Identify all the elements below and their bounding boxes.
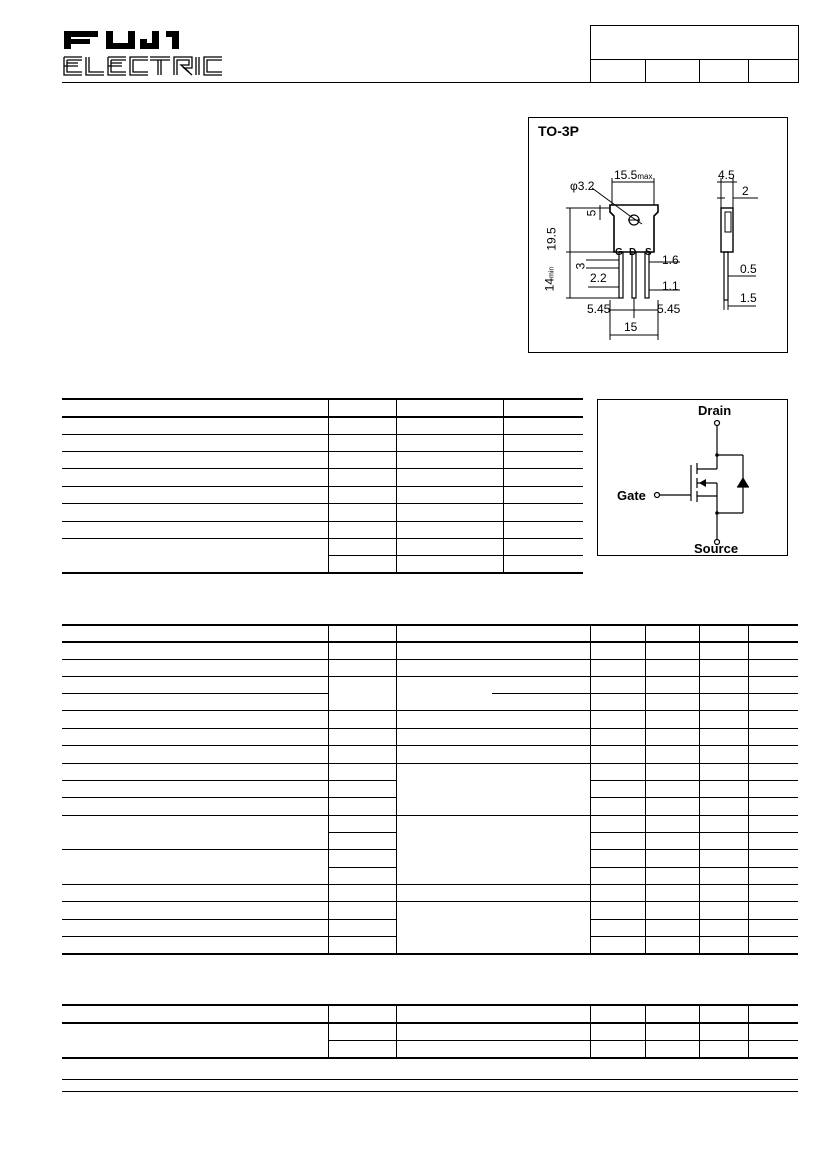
char-table-header-rule (62, 641, 798, 643)
pin-s-label: S (645, 247, 652, 258)
char-table-col (748, 624, 749, 954)
ratings-table-col (503, 398, 504, 573)
ratings-table-col (396, 398, 397, 573)
char-table-col (699, 624, 700, 954)
char-table-row (62, 693, 328, 694)
ratings-table-row (62, 468, 583, 469)
char-table-row (590, 780, 798, 781)
dim-5-45-right: 5.45 (657, 302, 681, 316)
pin-d-label: D (629, 247, 637, 258)
thermal-table-col (396, 1004, 397, 1058)
pin-g-label: G (615, 247, 623, 258)
char-table-row (62, 901, 798, 902)
ratings-table-row (62, 521, 583, 522)
char-table-row (62, 919, 396, 920)
thermal-table-col (748, 1004, 749, 1058)
part-number-box-divider (590, 59, 799, 60)
dim-width-max (614, 168, 652, 182)
dim-14-min (542, 267, 556, 292)
dim-14-value: 14 (542, 277, 557, 292)
thermal-table-row (328, 1040, 798, 1041)
thermal-table-top-rule (62, 1004, 798, 1006)
ratings-table-row (62, 434, 583, 435)
char-table-row (590, 797, 798, 798)
ratings-table-row (62, 486, 583, 487)
thermal-table-header-rule (62, 1022, 798, 1024)
source-label: Source (694, 541, 739, 556)
char-table-row (590, 832, 798, 833)
dim-2-2: 2.2 (590, 271, 607, 285)
char-table-bottom-rule (62, 953, 798, 955)
char-table-row (62, 710, 798, 711)
char-table-row (62, 745, 798, 746)
dim-3: 3 (573, 262, 588, 270)
char-table-col (590, 624, 591, 954)
char-table-row (62, 815, 798, 816)
char-table-row (590, 849, 798, 850)
footer-rule-1 (62, 1079, 798, 1080)
char-table-row (590, 936, 798, 937)
dim-5: 5 (584, 209, 599, 217)
thermal-table-bottom-rule (62, 1057, 798, 1059)
char-table-top-rule (62, 624, 798, 626)
dim-hole: φ3.2 (570, 179, 595, 193)
part-number-box-col2 (699, 59, 700, 83)
char-table-row (590, 919, 798, 920)
char-table-row (62, 936, 396, 937)
footer-rule-2 (62, 1091, 798, 1092)
char-table-row (328, 832, 396, 833)
dim-1-5: 1.5 (740, 291, 757, 305)
ratings-table-bottom-rule (62, 572, 583, 574)
drain-label: Drain (698, 403, 732, 418)
dim-width-max-suffix: max (637, 172, 653, 181)
thermal-table-col (645, 1004, 646, 1058)
thermal-table-col (328, 1004, 329, 1058)
dim-5-45-left: 5.45 (587, 302, 611, 316)
char-table-row (62, 884, 798, 885)
char-table-row (62, 849, 396, 850)
dim-width-max-value: 15.5 (614, 168, 638, 182)
ratings-table-header-rule (62, 416, 583, 418)
dim-14-suffix: min (548, 266, 556, 278)
mosfet-symbol (597, 399, 788, 556)
package-title: TO-3P (538, 123, 579, 139)
char-table-row (590, 867, 798, 868)
dim-0-5: 0.5 (740, 262, 757, 276)
char-table-col (645, 624, 646, 954)
char-table-row (62, 780, 396, 781)
char-table-col (396, 624, 397, 954)
ratings-table-row (62, 451, 583, 452)
dim-4-5: 4.5 (718, 168, 735, 182)
gate-label: Gate (617, 488, 646, 503)
dim-1-6: 1.6 (662, 253, 679, 267)
thermal-table-col (590, 1004, 591, 1058)
ratings-table-top-rule (62, 398, 583, 400)
char-table-row (62, 676, 798, 677)
dim-2: 2 (742, 184, 749, 198)
part-number-box-col3 (748, 59, 749, 83)
char-table-col (328, 624, 329, 954)
part-number-box-col1 (645, 59, 646, 83)
ratings-table-row (328, 555, 583, 556)
char-table-row (62, 797, 396, 798)
dim-15: 15 (624, 320, 638, 334)
dim-19-5: 19.5 (544, 227, 559, 251)
part-number-box (590, 25, 799, 83)
ratings-table-row (62, 503, 583, 504)
thermal-table-col (699, 1004, 700, 1058)
dim-1-1: 1.1 (662, 279, 679, 293)
char-table-row (62, 763, 798, 764)
fuji-electric-logo (62, 28, 240, 80)
char-table-row (62, 728, 798, 729)
ratings-table-row (62, 538, 583, 539)
char-table-row (62, 659, 798, 660)
ratings-table-col (328, 398, 329, 573)
char-table-row (328, 867, 396, 868)
